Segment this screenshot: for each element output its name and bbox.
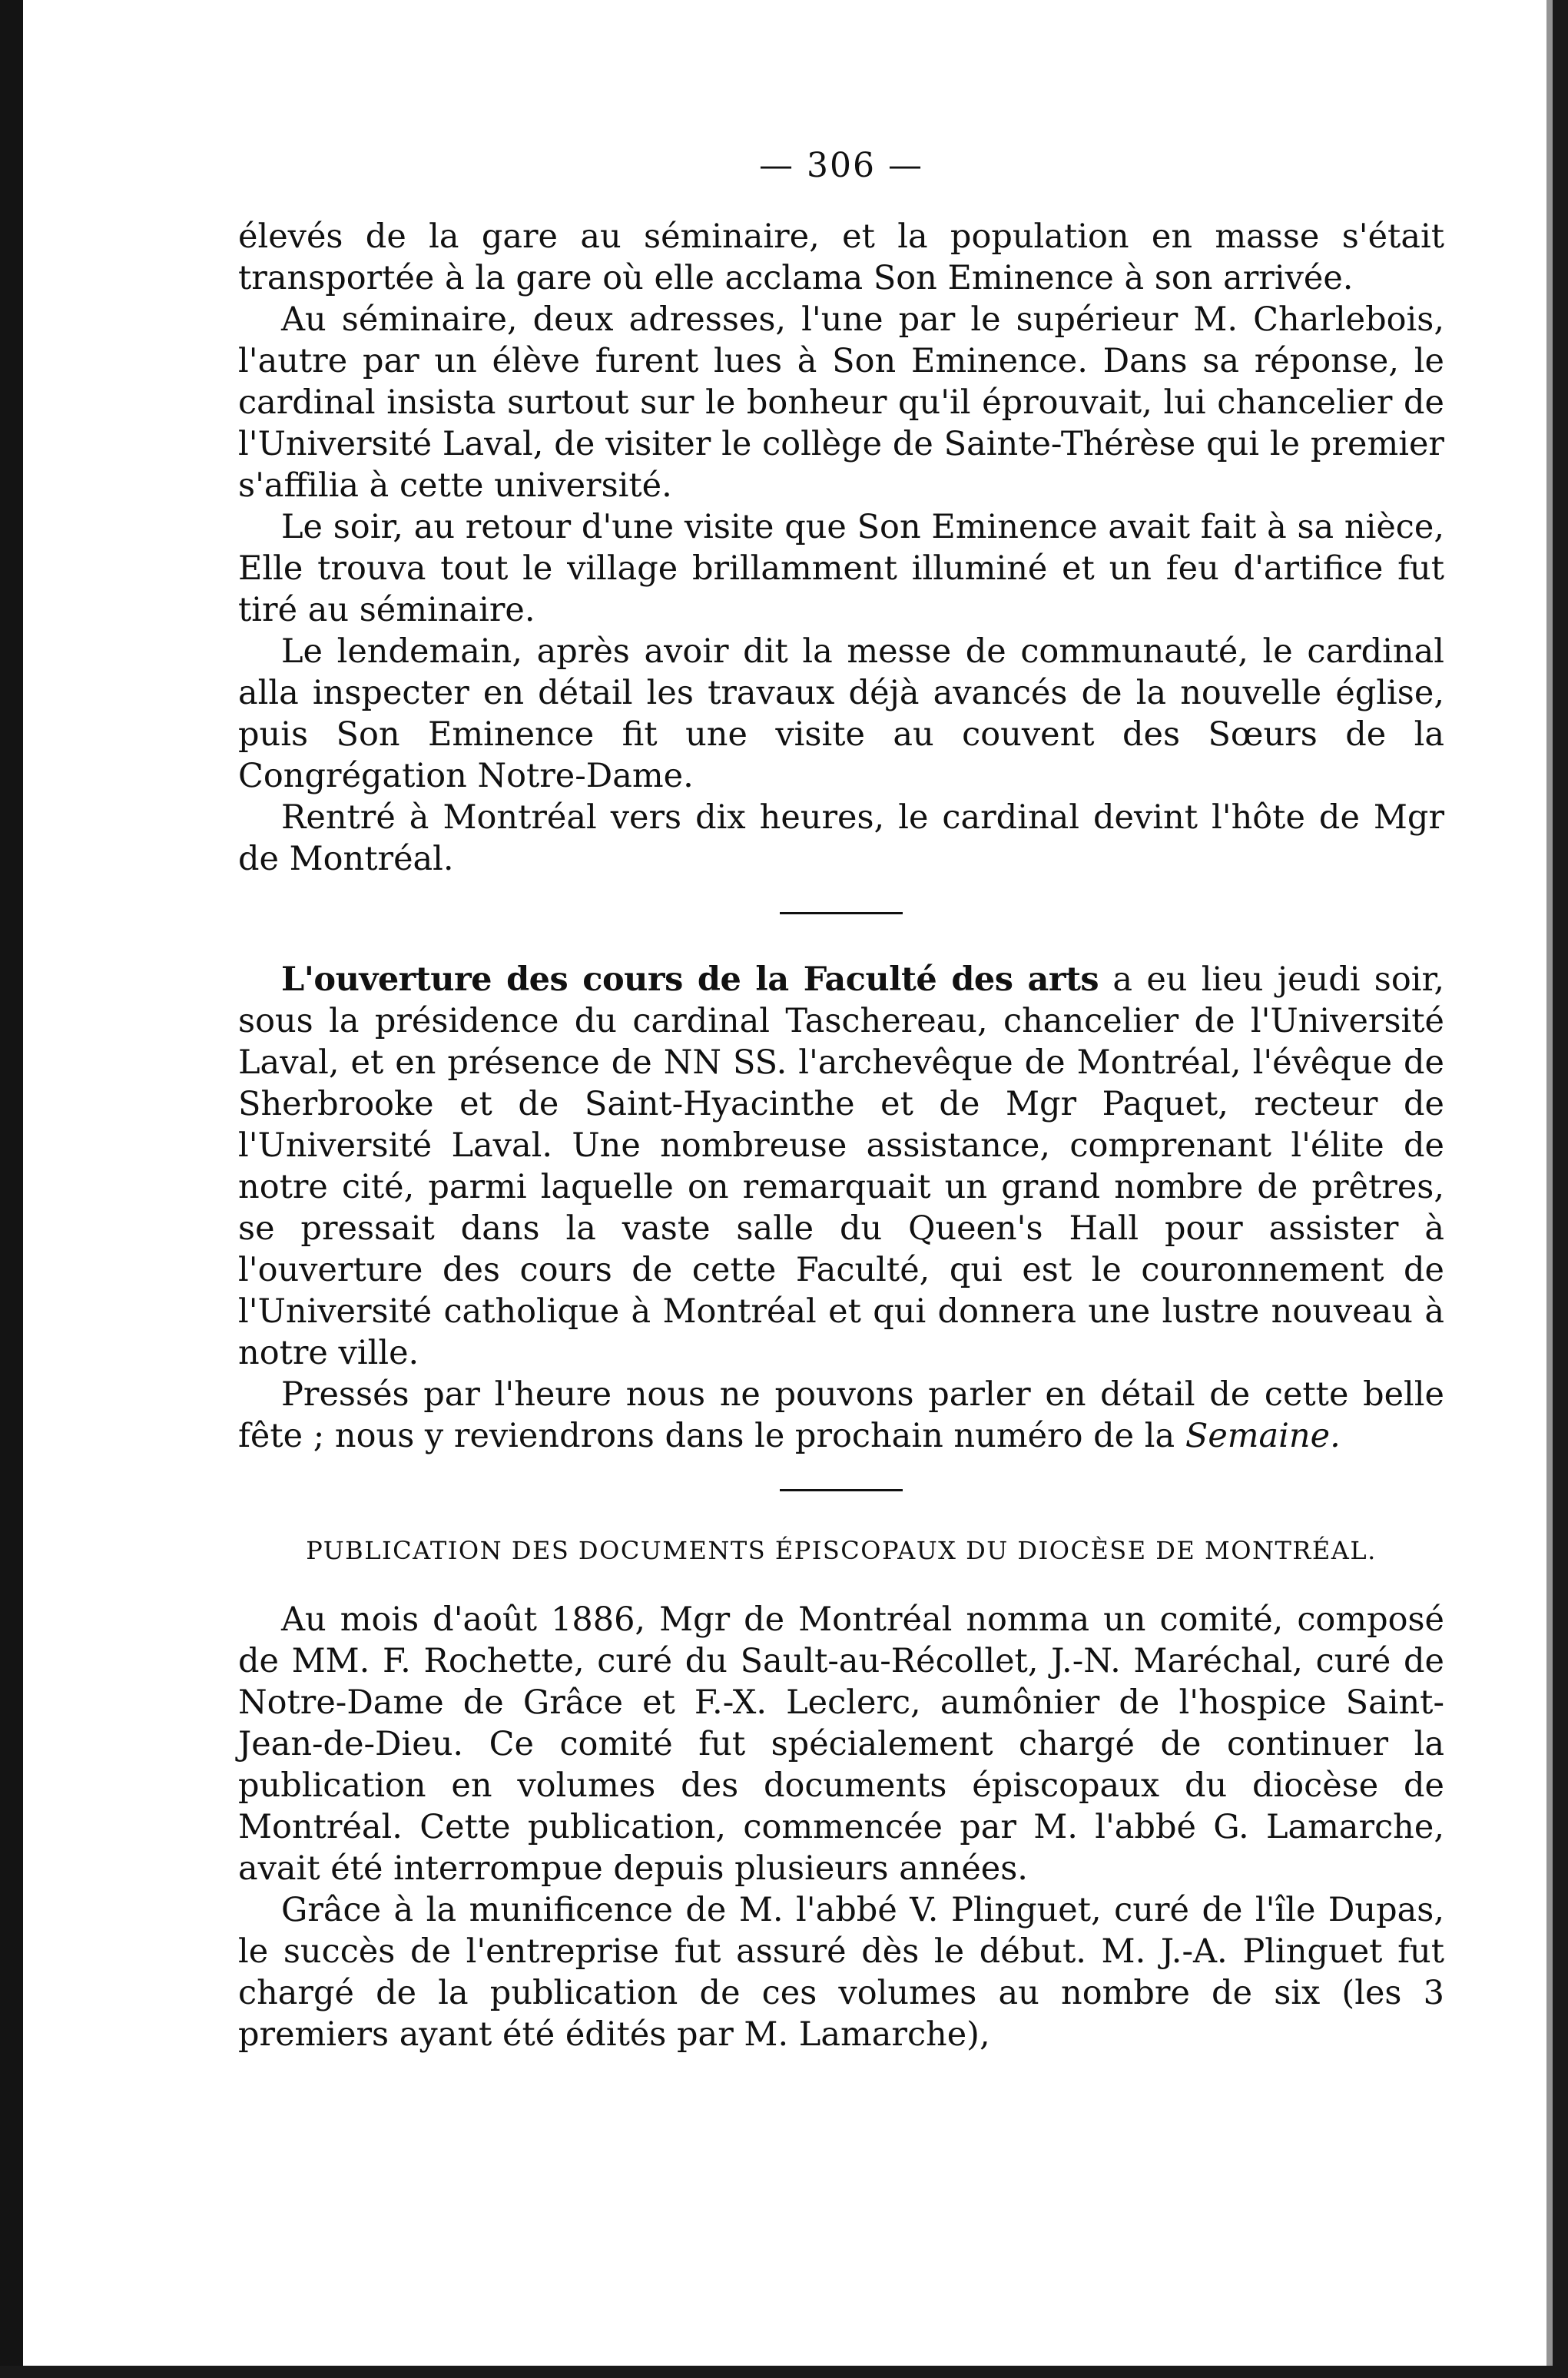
section-episcopal-documents	[238, 1536, 1444, 2055]
bold-lead-phrase: L'ouverture des cours de la Faculté des arts	[281, 960, 1099, 999]
section-faculty-opening	[238, 959, 1444, 1457]
document-page	[238, 146, 1444, 2055]
paragraph	[238, 959, 1444, 1374]
scan-bottom-margin	[0, 2366, 1568, 2378]
section-divider	[780, 912, 903, 914]
paragraph: Au séminaire, deux adresses, l'une par le supérieur M. Charlebois, l'autre par un élève furent lues à Son Eminence. Dans sa réponse, le cardinal insista surtout sur le bonheur qu'il éprouvait, lui chancelier de l'Université Laval, de visiter le collège de Sainte-Thérèse qui le premier s'affilia à cette université.	[238, 300, 1444, 505]
section-divider	[780, 1489, 903, 1491]
paragraph-text: Pressés par l'heure nous ne pouvons parler en détail de cette belle fête ; nous y reviendrons dans le prochain numéro de la	[238, 1375, 1444, 1455]
paragraph	[238, 1374, 1444, 1457]
scan-left-margin	[0, 0, 23, 2378]
paragraph: Le soir, au retour d'une visite que Son Eminence avait fait à sa nièce, Elle trouva tout le village brillamment illuminé et un feu d'artifice fut tiré au séminaire.	[238, 508, 1444, 629]
section-cardinal-visit	[238, 216, 1444, 880]
page-number: — 306 —	[759, 146, 923, 185]
paragraph: Rentré à Montréal vers dix heures, le cardinal devint l'hôte de Mgr de Montréal.	[238, 798, 1444, 878]
paragraph: Grâce à la munificence de M. l'abbé V. Plinguet, curé de l'île Dupas, le succès de l'entreprise fut assuré dès le début. M. J.-A. Plinguet fut chargé de la publication de ces volumes au nombre de six (les 3 premiers ayant été édités par M. Lamarche),	[238, 1891, 1444, 2054]
paragraph-text: a eu lieu jeudi soir, sous la présidence du cardinal Taschereau, chancelier de l'Université Laval, et en présence de NN SS. l'archevêque de Montréal, l'évêque de Sherbrooke et de Saint-Hyacinthe et de Mgr Paquet, recteur de l'Université Laval. Une nombreuse assistance, comprenant l'élite de notre cité, parmi laquelle on remarquait un grand nombre de prêtres, se pressait dans la vaste salle du Queen's Hall pour assister à l'ouverture des cours de cette Faculté, qui est le couronnement de l'Université catholique à Montréal et qui donnera une lustre nouveau à notre ville.	[238, 960, 1444, 1372]
paragraph: Le lendemain, après avoir dit la messe de communauté, le cardinal alla inspecter en détail les travaux déjà avancés de la nouvelle église, puis Son Eminence fit une visite au couvent des Sœurs de la Congrégation Notre-Dame.	[238, 632, 1444, 795]
scan-right-margin	[1553, 0, 1568, 2378]
scan-right-shadow	[1546, 0, 1553, 2378]
paragraph: élevés de la gare au séminaire, et la population en masse s'était transportée à la gare où elle acclama Son Eminence à son arrivée.	[238, 217, 1444, 297]
italic-title: Semaine.	[1185, 1417, 1341, 1455]
section-heading: PUBLICATION DES DOCUMENTS ÉPISCOPAUX DU DIOCÈSE DE MONTRÉAL.	[306, 1536, 1377, 1565]
paragraph: Au mois d'août 1886, Mgr de Montréal nomma un comité, composé de MM. F. Rochette, curé du Sault-au-Récollet, J.-N. Maréchal, curé de Notre-Dame de Grâce et F.-X. Leclerc, aumônier de l'hospice Saint-Jean-de-Dieu. Ce comité fut spécialement chargé de continuer la publication en volumes des documents épiscopaux du diocèse de Montréal. Cette publication, commencée par M. l'abbé G. Lamarche, avait été interrompue depuis plusieurs années.	[238, 1600, 1444, 1888]
